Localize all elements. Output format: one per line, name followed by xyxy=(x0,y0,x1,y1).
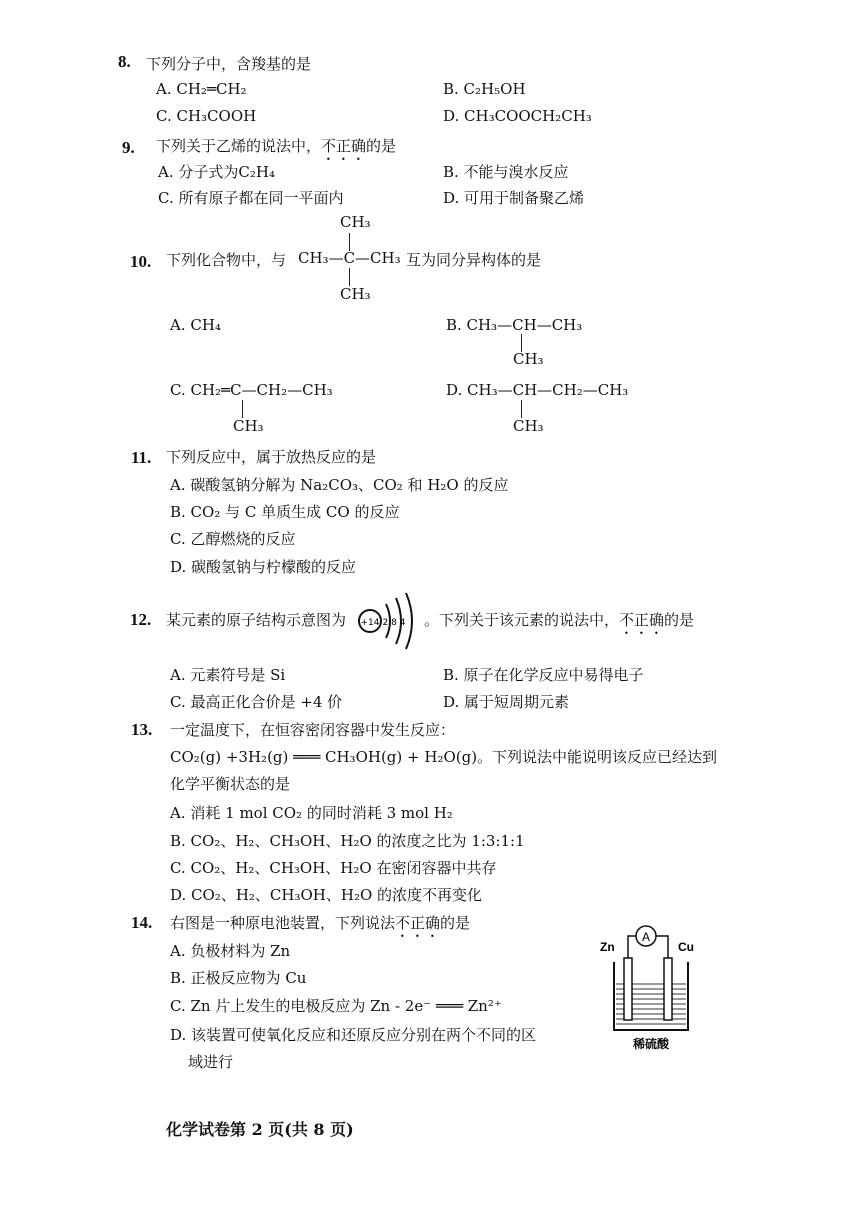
option-c: C. CH₃COOH xyxy=(156,107,257,125)
question-stem: 下列分子中，含羧基的是 xyxy=(146,55,312,73)
option-c-branch: CH₃ xyxy=(233,417,264,435)
question-number: 8. xyxy=(118,52,131,71)
question-number: 11. xyxy=(131,448,152,467)
option-a: A. CH₂═CH₂ xyxy=(156,80,247,98)
struct-top: CH₃ xyxy=(340,213,371,231)
option-a: A. 负极材料为 Zn xyxy=(170,942,291,960)
question-number: 13. xyxy=(131,720,153,739)
option-b: B. CH₃—CH—CH₃ xyxy=(446,316,583,334)
option-a: A. CH₄ xyxy=(170,316,221,334)
option-b: B. CO₂ 与 C 单质生成 CO 的反应 xyxy=(170,503,400,521)
nucleus-label: +14 xyxy=(360,618,380,628)
zn-label: Zn xyxy=(600,940,615,954)
question-number: 12. xyxy=(130,610,152,629)
question-stem-pre: 下列化合物中，与 xyxy=(166,251,287,269)
option-b-branch: CH₃ xyxy=(513,350,544,368)
option-d-branch: CH₃ xyxy=(513,417,544,435)
option-d: D. 碳酸氢钠与柠檬酸的反应 xyxy=(170,558,357,576)
option-c: C. 所有原子都在同一平面内 xyxy=(158,189,344,207)
question-stem-3: 化学平衡状态的是 xyxy=(170,775,291,793)
option-a: A. 消耗 1 mol CO₂ 的同时消耗 3 mol H₂ xyxy=(170,804,453,822)
option-b: B. C₂H₅OH xyxy=(443,80,526,98)
option-d: D. 属于短周期元素 xyxy=(443,693,570,711)
option-d: D. CO₂、H₂、CH₃OH、H₂O 的浓度不再变化 xyxy=(170,886,483,904)
option-d-line2: 域进行 xyxy=(188,1053,234,1071)
question-stem-2: CO₂(g) +3H₂(g) ═══ CH₃OH(g) + H₂O(g)。下列说法中能说明该反应已经达到 xyxy=(170,748,718,766)
electron-shells: 2 8 4 xyxy=(382,618,406,628)
atomic-structure-diagram xyxy=(356,590,424,652)
electrolyte-label: 稀硫酸 xyxy=(632,1037,670,1051)
question-stem: 右图是一种原电池装置，下列说法不正确的是 xyxy=(170,914,471,932)
option-d-line1: D. 该装置可使氧化反应和还原反应分别在两个不同的区 xyxy=(170,1026,537,1044)
question-number: 14. xyxy=(131,913,153,932)
galvanic-cell-diagram xyxy=(596,918,706,1058)
option-a: A. 分子式为C₂H₄ xyxy=(158,163,275,181)
option-b: B. 不能与溴水反应 xyxy=(443,163,569,181)
option-b: B. 正极反应物为 Cu xyxy=(170,969,307,987)
cu-label: Cu xyxy=(678,940,694,954)
option-a: A. 碳酸氢钠分解为 Na₂CO₃、CO₂ 和 H₂O 的反应 xyxy=(170,476,509,494)
option-c: C. 乙醇燃烧的反应 xyxy=(170,530,296,548)
question-stem-pre: 某元素的原子结构示意图为 xyxy=(166,611,347,629)
option-c: C. CO₂、H₂、CH₃OH、H₂O 在密闭容器中共存 xyxy=(170,859,497,877)
question-stem-post: 互为同分异构体的是 xyxy=(406,251,542,269)
question-stem: 下列反应中，属于放热反应的是 xyxy=(166,448,377,466)
question-stem: 下列关于乙烯的说法中，不正确的是 xyxy=(156,137,397,155)
option-c: C. CH₂═C—CH₂—CH₃ xyxy=(170,381,333,399)
option-d: D. CH₃—CH—CH₂—CH₃ xyxy=(446,381,629,399)
option-d: D. 可用于制备聚乙烯 xyxy=(443,189,585,207)
option-d: D. CH₃COOCH₂CH₃ xyxy=(443,107,592,125)
question-number: 9. xyxy=(122,138,135,157)
option-b: B. 原子在化学反应中易得电子 xyxy=(443,666,644,684)
option-c: C. Zn 片上发生的电极反应为 Zn - 2e⁻ ═══ Zn²⁺ xyxy=(170,997,502,1015)
question-number: 10. xyxy=(130,252,152,271)
struct-main: CH₃—C—CH₃ xyxy=(298,249,401,267)
page-footer: 化学试卷第 2 页(共 8 页) xyxy=(166,1120,354,1139)
struct-bottom: CH₃ xyxy=(340,285,371,303)
option-a: A. 元素符号是 Si xyxy=(170,666,286,684)
question-stem-post: 。下列关于该元素的说法中，不正确的是 xyxy=(424,611,695,629)
option-b: B. CO₂、H₂、CH₃OH、H₂O 的浓度之比为 1:3:1:1 xyxy=(170,832,525,850)
ammeter-label: A xyxy=(641,930,651,944)
question-stem-1: 一定温度下，在恒容密闭容器中发生反应： xyxy=(170,721,456,739)
option-c: C. 最高正化合价是 +4 价 xyxy=(170,693,343,711)
